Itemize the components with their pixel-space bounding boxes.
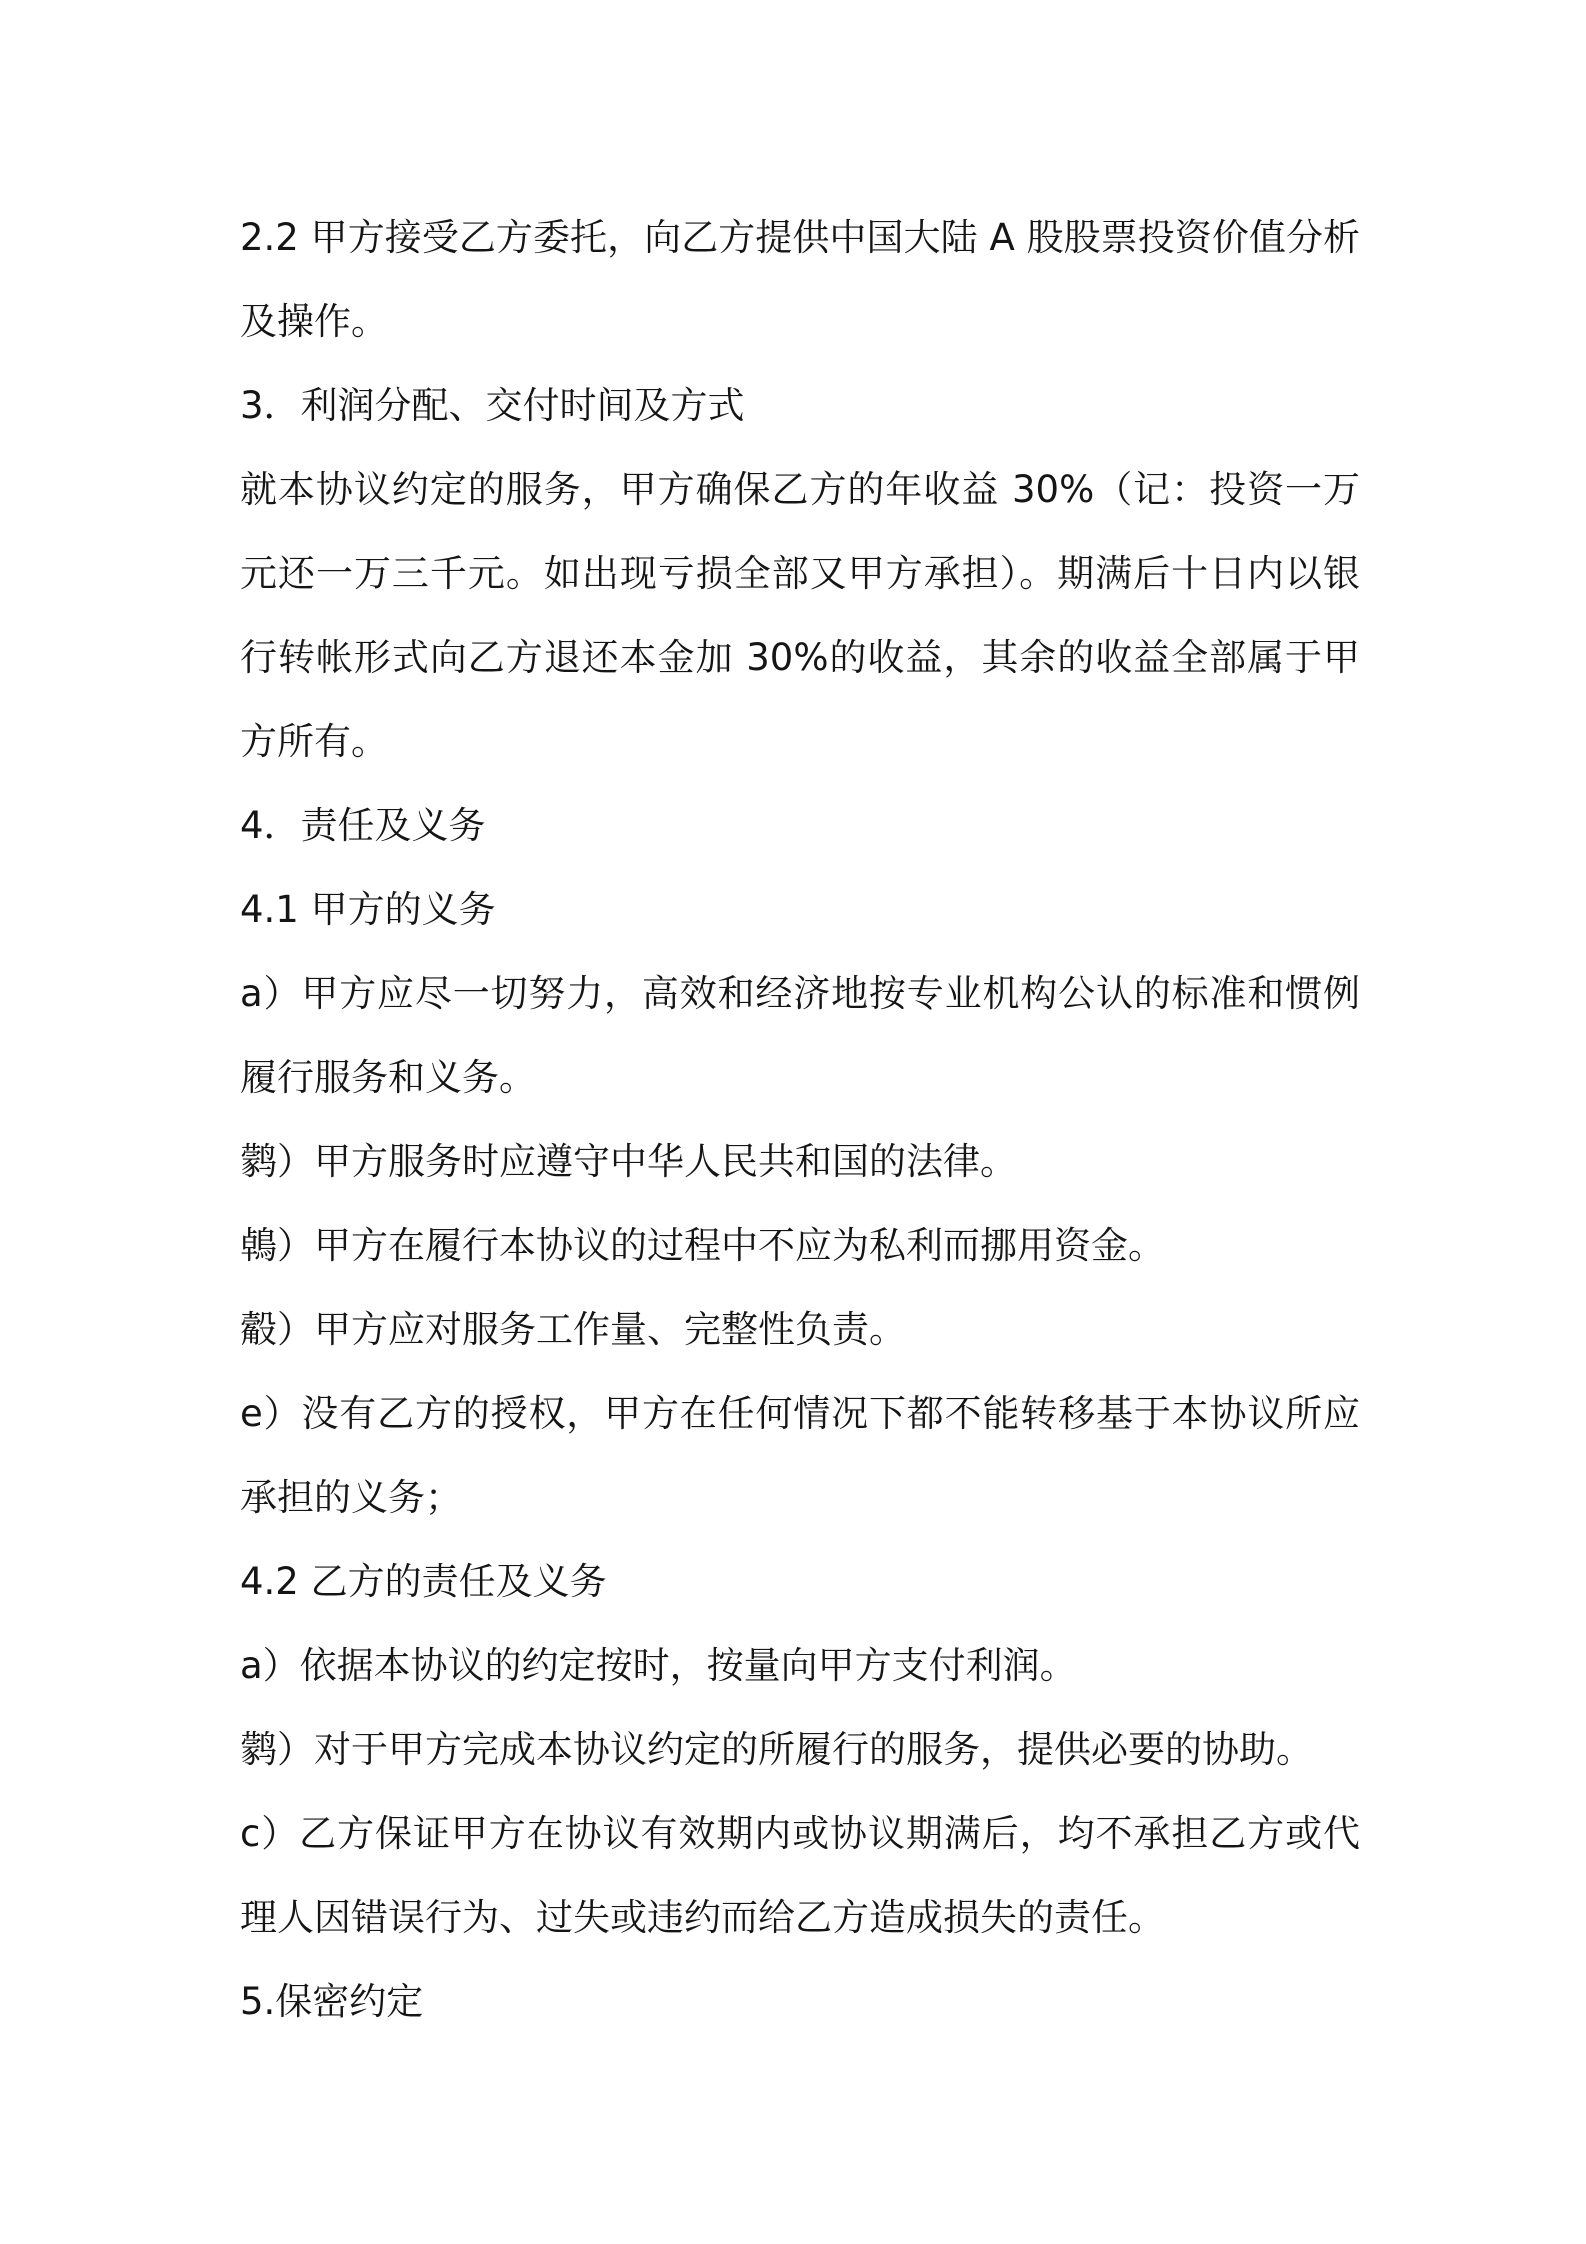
- item-4-2-a: a）依据本协议的约定按时，按量向甲方支付利润。: [240, 1644, 1077, 1687]
- heading-4-1-party-a-obligations: 4.1 甲方的义务: [240, 888, 496, 931]
- heading-5-confidentiality: 5.保密约定: [240, 1980, 424, 2023]
- heading-4-2-party-b-obligations: 4.2 乙方的责任及义务: [240, 1560, 607, 1603]
- item-4-1-c: 鵫）甲方在履行本协议的过程中不应为私利而挪用资金。: [240, 1224, 1165, 1267]
- item-4-1-d: 觳）甲方应对服务工作量、完整性负责。: [240, 1308, 906, 1351]
- section-2-2-line-2: 及操作。: [240, 300, 388, 343]
- item-4-2-b: 鹲）对于甲方完成本协议约定的所履行的服务，提供必要的协助。: [240, 1728, 1313, 1771]
- item-4-1-a-line-2: 履行服务和义务。: [240, 1056, 536, 1099]
- heading-3-profit-distribution: 3．利润分配、交付时间及方式: [240, 384, 745, 427]
- section-3-paragraph-line-1: 就本协议约定的服务，甲方确保乙方的年收益 30%（记：投资一万: [240, 468, 1360, 511]
- item-4-1-e-line-2: 承担的义务；: [240, 1476, 462, 1519]
- section-2-2-line-1: 2.2 甲方接受乙方委托，向乙方提供中国大陆 A 股股票投资价值分析: [240, 216, 1360, 259]
- document-body: [240, 196, 1360, 2044]
- item-4-2-c-line-2: 理人因错误行为、过失或违约而给乙方造成损失的责任。: [240, 1896, 1165, 1939]
- item-4-1-e-line-1: e）没有乙方的授权，甲方在任何情况下都不能转移基于本协议所应: [240, 1392, 1360, 1435]
- item-4-1-a-line-1: a）甲方应尽一切努力，高效和经济地按专业机构公认的标准和惯例: [240, 972, 1360, 1015]
- section-3-paragraph-line-4: 方所有。: [240, 720, 388, 763]
- section-3-paragraph-line-2: 元还一万三千元。如出现亏损全部又甲方承担）。期满后十日内以银: [240, 552, 1360, 595]
- item-4-2-c-line-1: c）乙方保证甲方在协议有效期内或协议期满后，均不承担乙方或代: [240, 1812, 1360, 1855]
- section-3-paragraph-line-3: 行转帐形式向乙方退还本金加 30%的收益，其余的收益全部属于甲: [240, 636, 1360, 679]
- heading-4-responsibilities: 4．责任及义务: [240, 804, 486, 847]
- item-4-1-b: 鹲）甲方服务时应遵守中华人民共和国的法律。: [240, 1140, 1017, 1183]
